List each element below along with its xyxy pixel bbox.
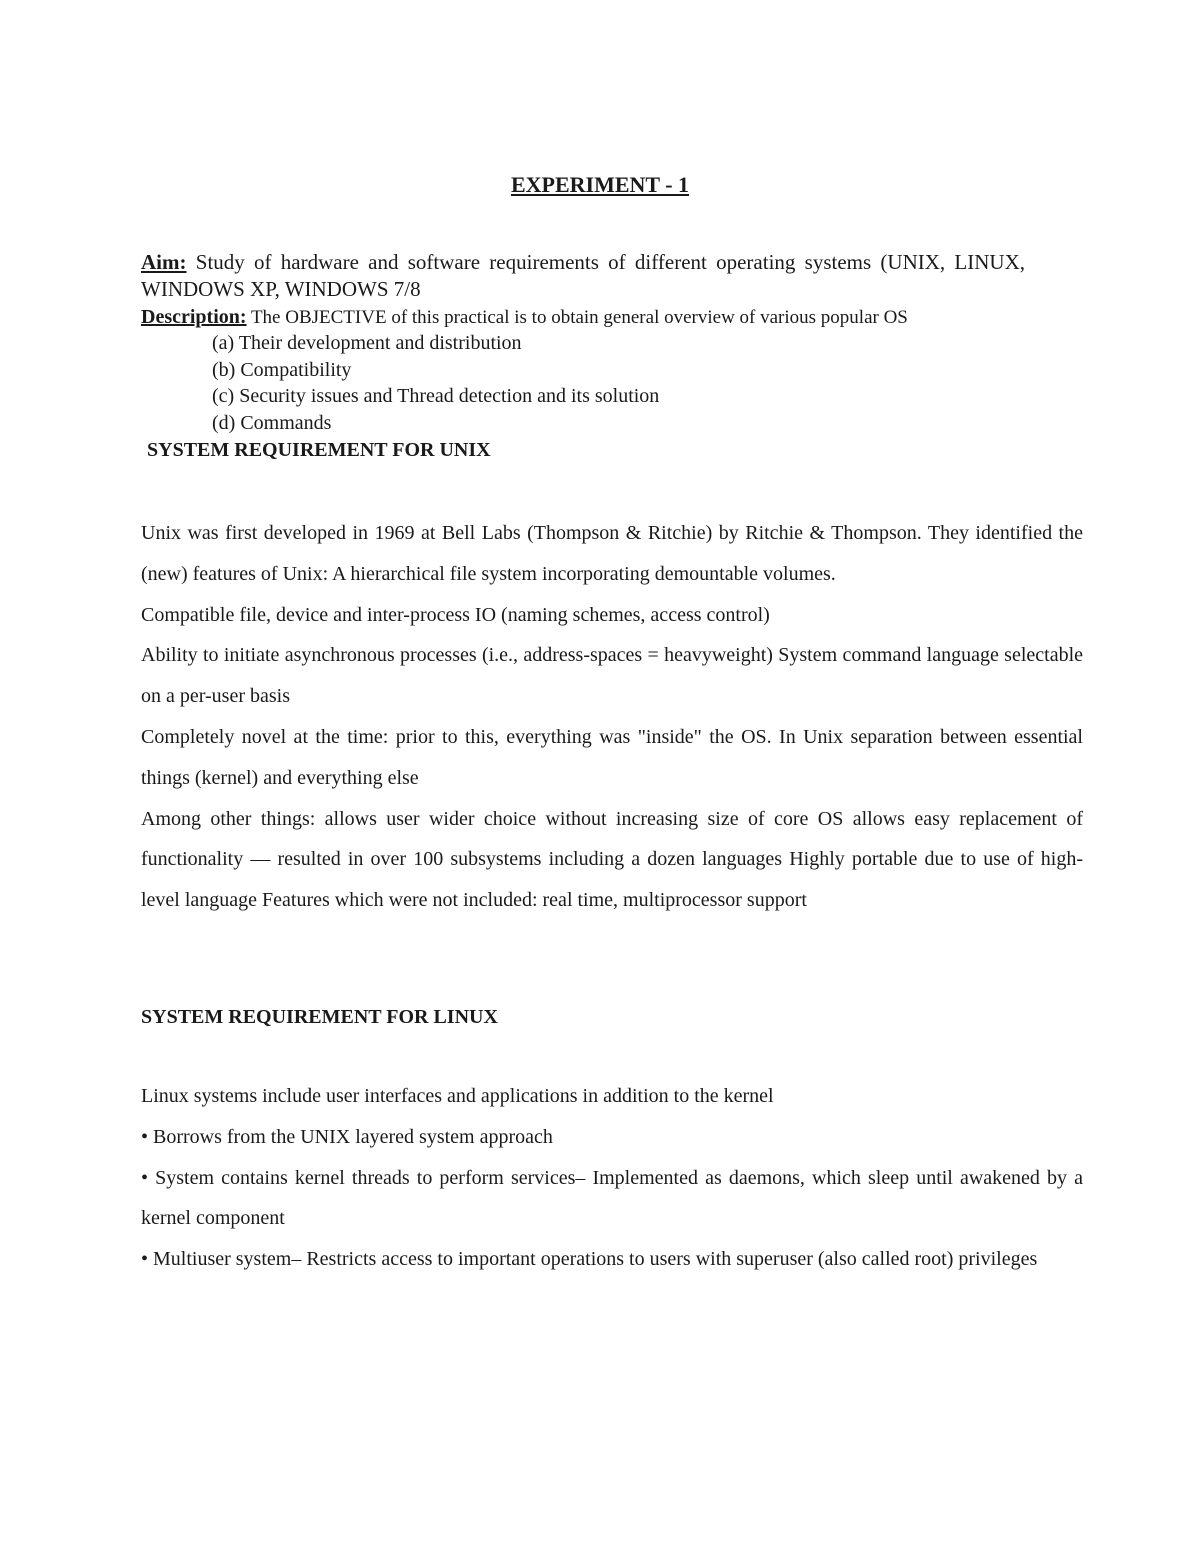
linux-paragraph: Linux systems include user interfaces and applications in addition to the kernel — [141, 1085, 774, 1107]
description-text: The OBJECTIVE of this practical is to obtain general overview of various popular OS — [246, 307, 908, 328]
linux-section-body — [141, 1076, 1083, 1280]
list-item: (b) Compatibility — [212, 358, 352, 381]
description-paragraph — [141, 304, 1091, 331]
list-item: (d) Commands — [212, 411, 332, 434]
objectives-list — [212, 330, 659, 436]
unix-section-body — [141, 513, 1083, 921]
list-item: (c) Security issues and Thread detection and its solution — [212, 385, 660, 407]
unix-paragraph: Ability to initiate asynchronous processes (i.e., address-spaces = heavyweight) System command language selectable on a per-user basis — [141, 644, 1083, 708]
unix-paragraph: Among other things: allows user wider choice without increasing size of core OS allows easy replacement of functionality — resulted in over 100 subsystems including a dozen languages Highly portable due to use of high-level language Features which were not included: real time, multiprocessor support — [141, 807, 1083, 912]
list-item: (a) Their development and distribution — [212, 332, 522, 354]
aim-text: Study of hardware and software requirements of different operating systems (UNIX, LINUX, WINDOWS XP, WINDOWS 7/8 — [141, 250, 1025, 301]
page-title: EXPERIMENT - 1 — [510, 172, 690, 197]
aim-paragraph — [141, 249, 1025, 303]
linux-bullet-item: • Multiuser system– Restricts access to important operations to users with superuser (also called root) privileges — [141, 1248, 1038, 1271]
unix-paragraph: Compatible file, device and inter-process IO (naming schemes, access control) — [141, 603, 770, 626]
section-heading-unix: SYSTEM REQUIREMENT FOR UNIX — [147, 439, 491, 461]
unix-paragraph: Completely novel at the time: prior to this, everything was "inside" the OS. In Unix separation between essential things (kernel) and everything else — [141, 725, 1083, 789]
section-heading-linux: SYSTEM REQUIREMENT FOR LINUX — [141, 1006, 498, 1028]
linux-bullet-item: • System contains kernel threads to perform services– Implemented as daemons, which sleep until awakened by a kernel component — [141, 1166, 1083, 1230]
linux-bullet-item: • Borrows from the UNIX layered system approach — [141, 1125, 553, 1148]
description-label: Description: — [141, 306, 247, 328]
aim-label: Aim: — [141, 250, 187, 274]
unix-paragraph: Unix was first developed in 1969 at Bell Labs (Thompson & Ritchie) by Ritchie & Thompson. They identified the (new) features of Unix: A hierarchical file system incorporating demountable volumes. — [141, 522, 1083, 585]
